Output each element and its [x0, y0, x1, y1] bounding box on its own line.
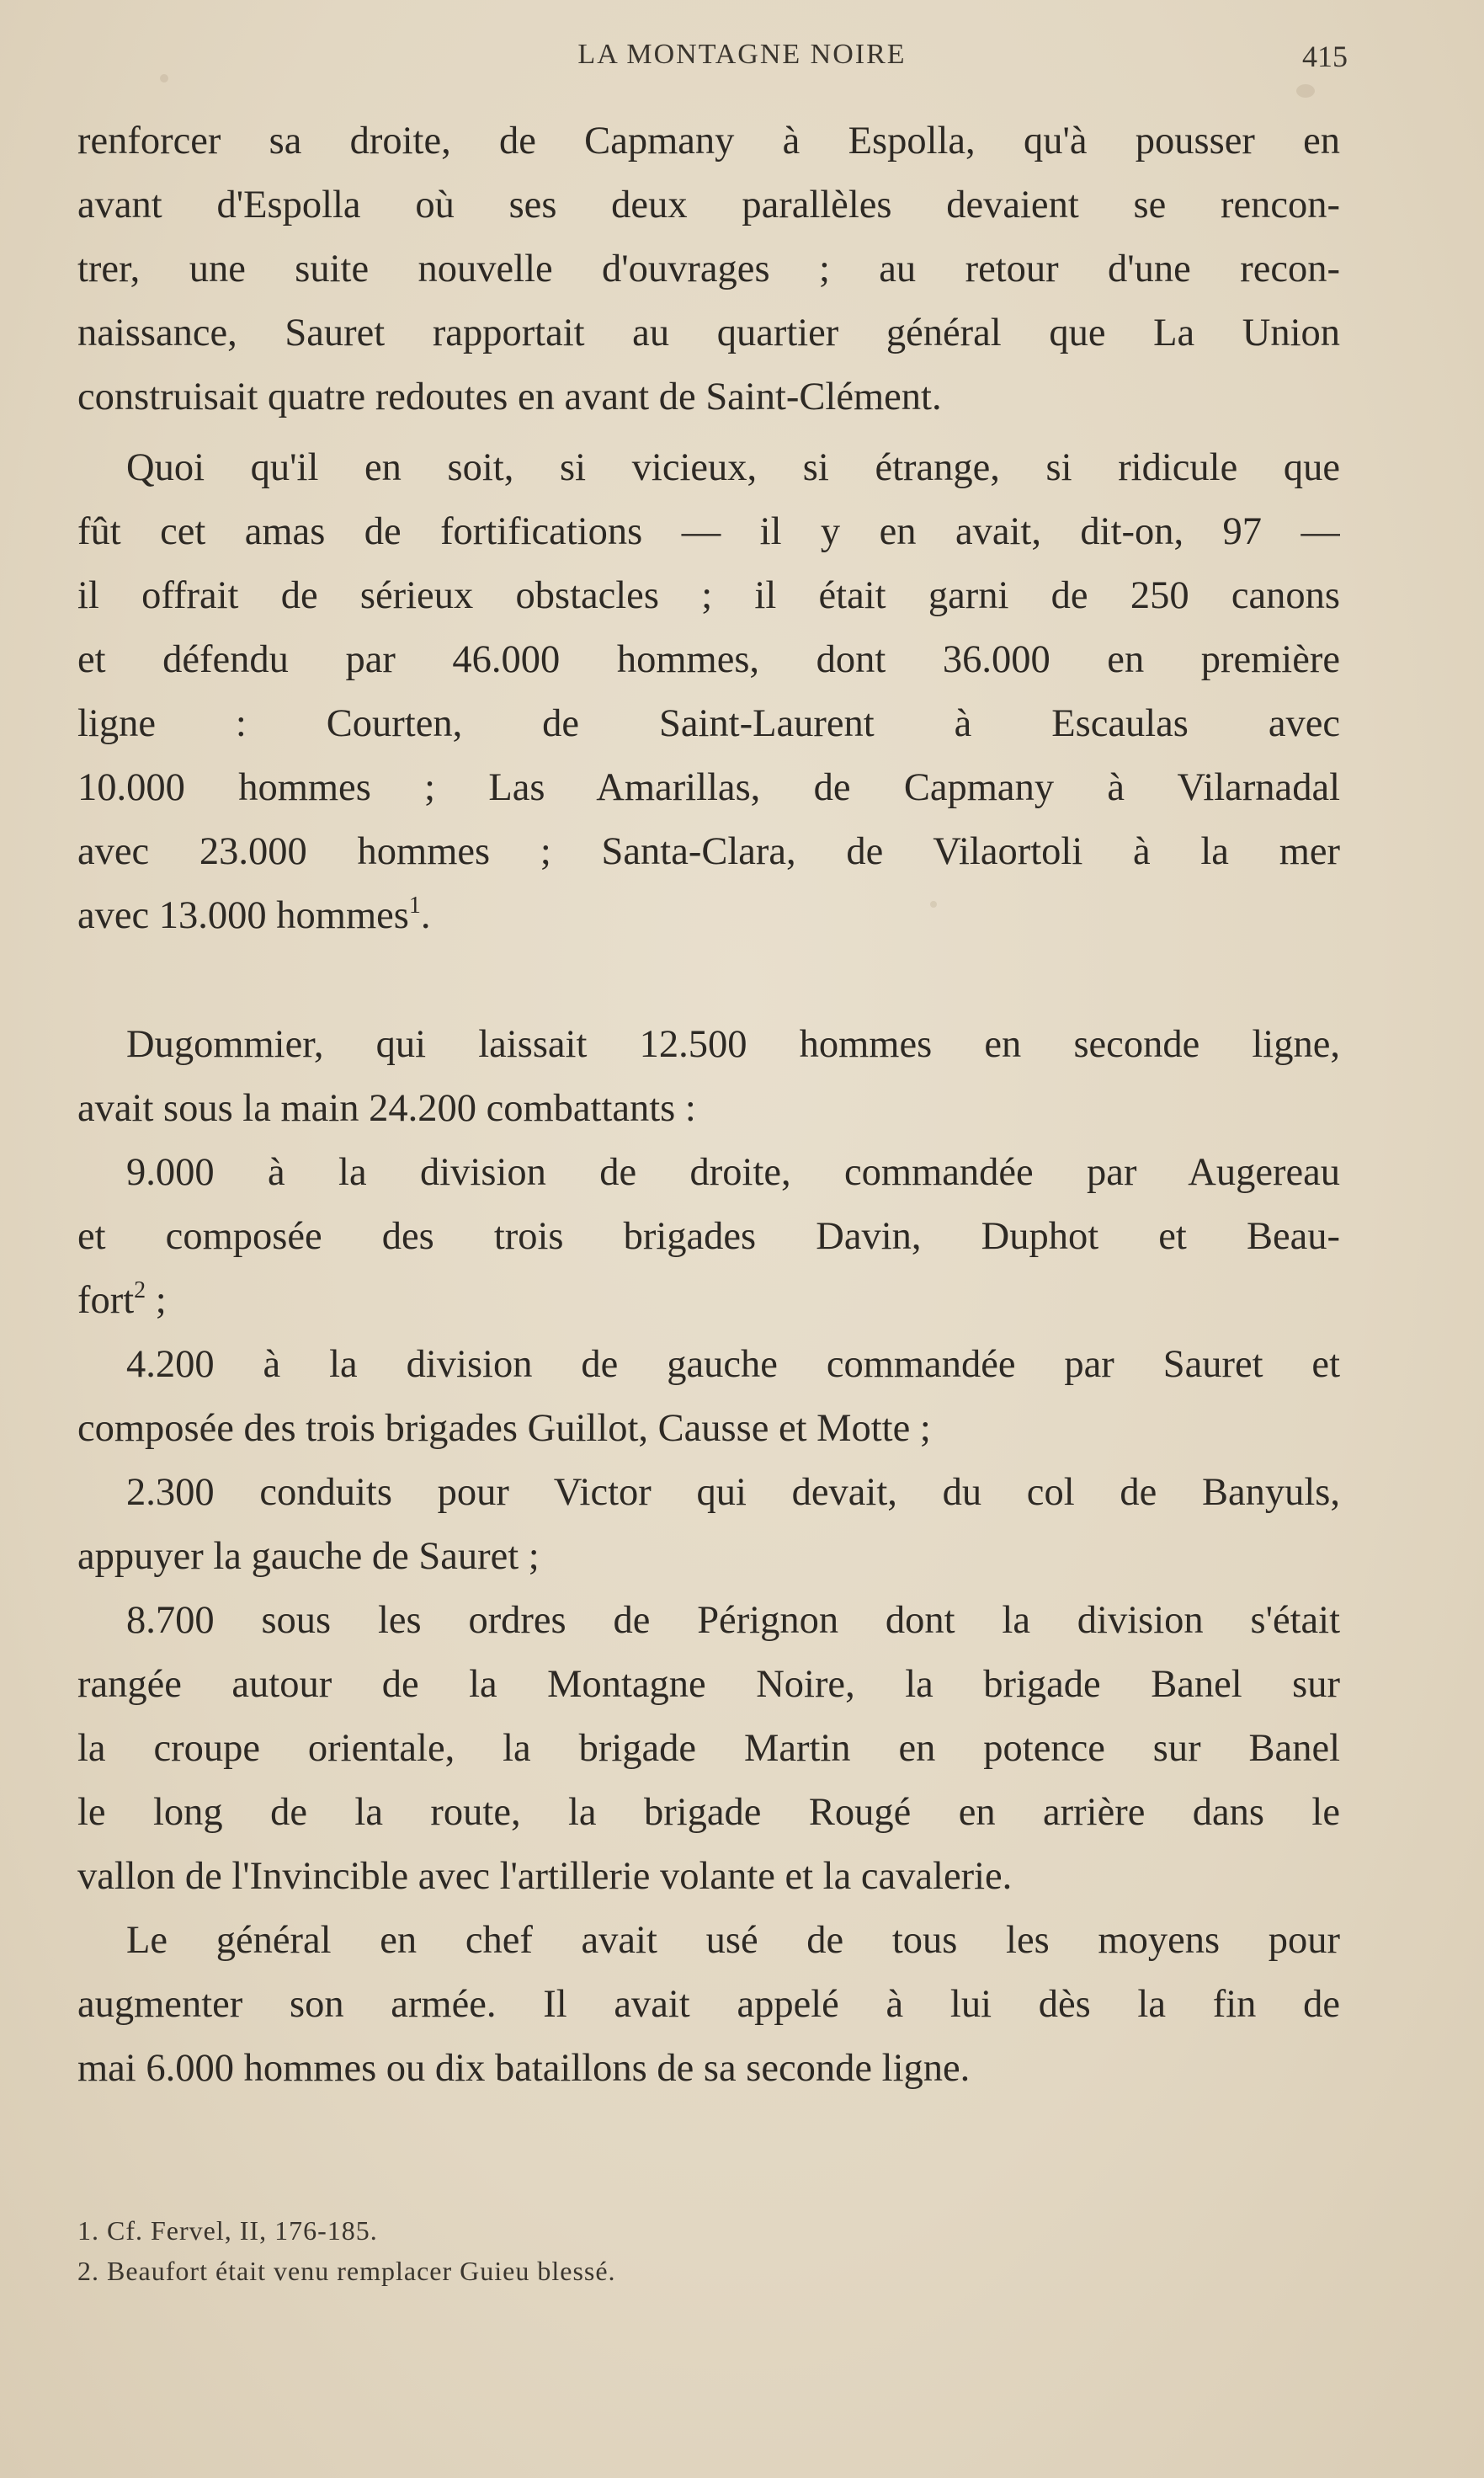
text-line: mai 6.000 hommes ou dix bataillons de sa seconde ligne.: [77, 2047, 971, 2090]
text-fragment: .: [420, 894, 431, 937]
text-line: avant d'Espolla où ses deux parallèles devaient se rencon-: [77, 184, 1340, 226]
footnotes: [77, 2210, 1088, 2291]
text-line: le long de la route, la brigade Rougé en arrière dans le: [77, 1791, 1340, 1834]
paragraph-1: [77, 109, 1340, 429]
text-line: 10.000 hommes ; Las Amarillas, de Capmany à Vilarnadal: [77, 766, 1340, 809]
paragraph-3: [77, 1013, 1340, 1141]
text-line: la croupe orientale, la brigade Martin en potence sur Banel: [77, 1727, 1340, 1770]
text-line: et défendu par 46.000 hommes, dont 36.000 en première: [77, 638, 1340, 681]
text-fragment: fort: [77, 1279, 135, 1322]
paper-speck: [1296, 84, 1315, 98]
text-line: renforcer sa droite, de Capmany à Espolla, qu'à pousser en: [77, 120, 1340, 163]
text-line: [77, 884, 1340, 948]
text-line: fût cet amas de fortifications — il y en avait, dit-on, 97 —: [77, 510, 1340, 553]
footnote-2: 2. Beaufort était venu remplacer Guieu blessé.: [77, 2256, 616, 2286]
text-line: 8.700 sous les ordres de Pérignon dont la division s'était: [126, 1599, 1340, 1642]
paragraph-7: [77, 1589, 1340, 1909]
text-line: avec 23.000 hommes ; Santa-Clara, de Vilaortoli à la mer: [77, 830, 1340, 873]
text-line: Le général en chef avait usé de tous les moyens pour: [126, 1919, 1340, 1962]
text-fragment: avec 13.000 hommes: [77, 894, 409, 937]
footnote-ref-1: 1: [408, 893, 421, 919]
text-line: trer, une suite nouvelle d'ouvrages ; au retour d'une recon-: [77, 248, 1340, 290]
text-line: naissance, Sauret rapportait au quartier général que La Union: [77, 312, 1340, 354]
paragraph-5: [77, 1333, 1340, 1461]
paragraph-4: [77, 1141, 1340, 1333]
text-line: composée des trois brigades Guillot, Causse et Motte ;: [77, 1407, 931, 1450]
text-line: Dugommier, qui laissait 12.500 hommes en seconde ligne,: [126, 1023, 1340, 1066]
text-line: avait sous la main 24.200 combattants :: [77, 1087, 696, 1130]
text-line: vallon de l'Invincible avec l'artillerie volante et la cavalerie.: [77, 1855, 1013, 1898]
text-fragment: ;: [146, 1279, 167, 1322]
text-line: 2.300 conduits pour Victor qui devait, du col de Banyuls,: [126, 1471, 1340, 1514]
text-line: 9.000 à la division de droite, commandée par Augereau: [126, 1151, 1340, 1194]
paragraph-8: [77, 1909, 1340, 2101]
text-line: construisait quatre redoutes en avant de Saint-Clément.: [77, 376, 942, 418]
footnote-1: 1. Cf. Fervel, II, 176-185.: [77, 2215, 378, 2246]
text-line: augmenter son armée. Il avait appelé à lui dès la fin de: [77, 1983, 1340, 2026]
text-line: 4.200 à la division de gauche commandée par Sauret et: [126, 1343, 1340, 1386]
running-title: LA MONTAGNE NOIRE: [577, 39, 907, 70]
text-line: appuyer la gauche de Sauret ;: [77, 1535, 540, 1578]
text-line: [77, 1269, 1340, 1333]
text-line: ligne : Courten, de Saint-Laurent à Escaulas avec: [77, 702, 1340, 745]
text-line: et composée des trois brigades Davin, Duphot et Beau-: [77, 1215, 1340, 1258]
page-header: [0, 32, 1484, 83]
text-line: Quoi qu'il en soit, si vicieux, si étrange, si ridicule que: [126, 446, 1340, 489]
footnote-ref-2: 2: [134, 1277, 146, 1303]
paragraph-2: [77, 436, 1340, 948]
text-line: il offrait de sérieux obstacles ; il était garni de 250 canons: [77, 574, 1340, 617]
text-line: rangée autour de la Montagne Noire, la brigade Banel sur: [77, 1663, 1340, 1706]
paragraph-6: [77, 1461, 1340, 1589]
page-number: 415: [1302, 40, 1348, 73]
